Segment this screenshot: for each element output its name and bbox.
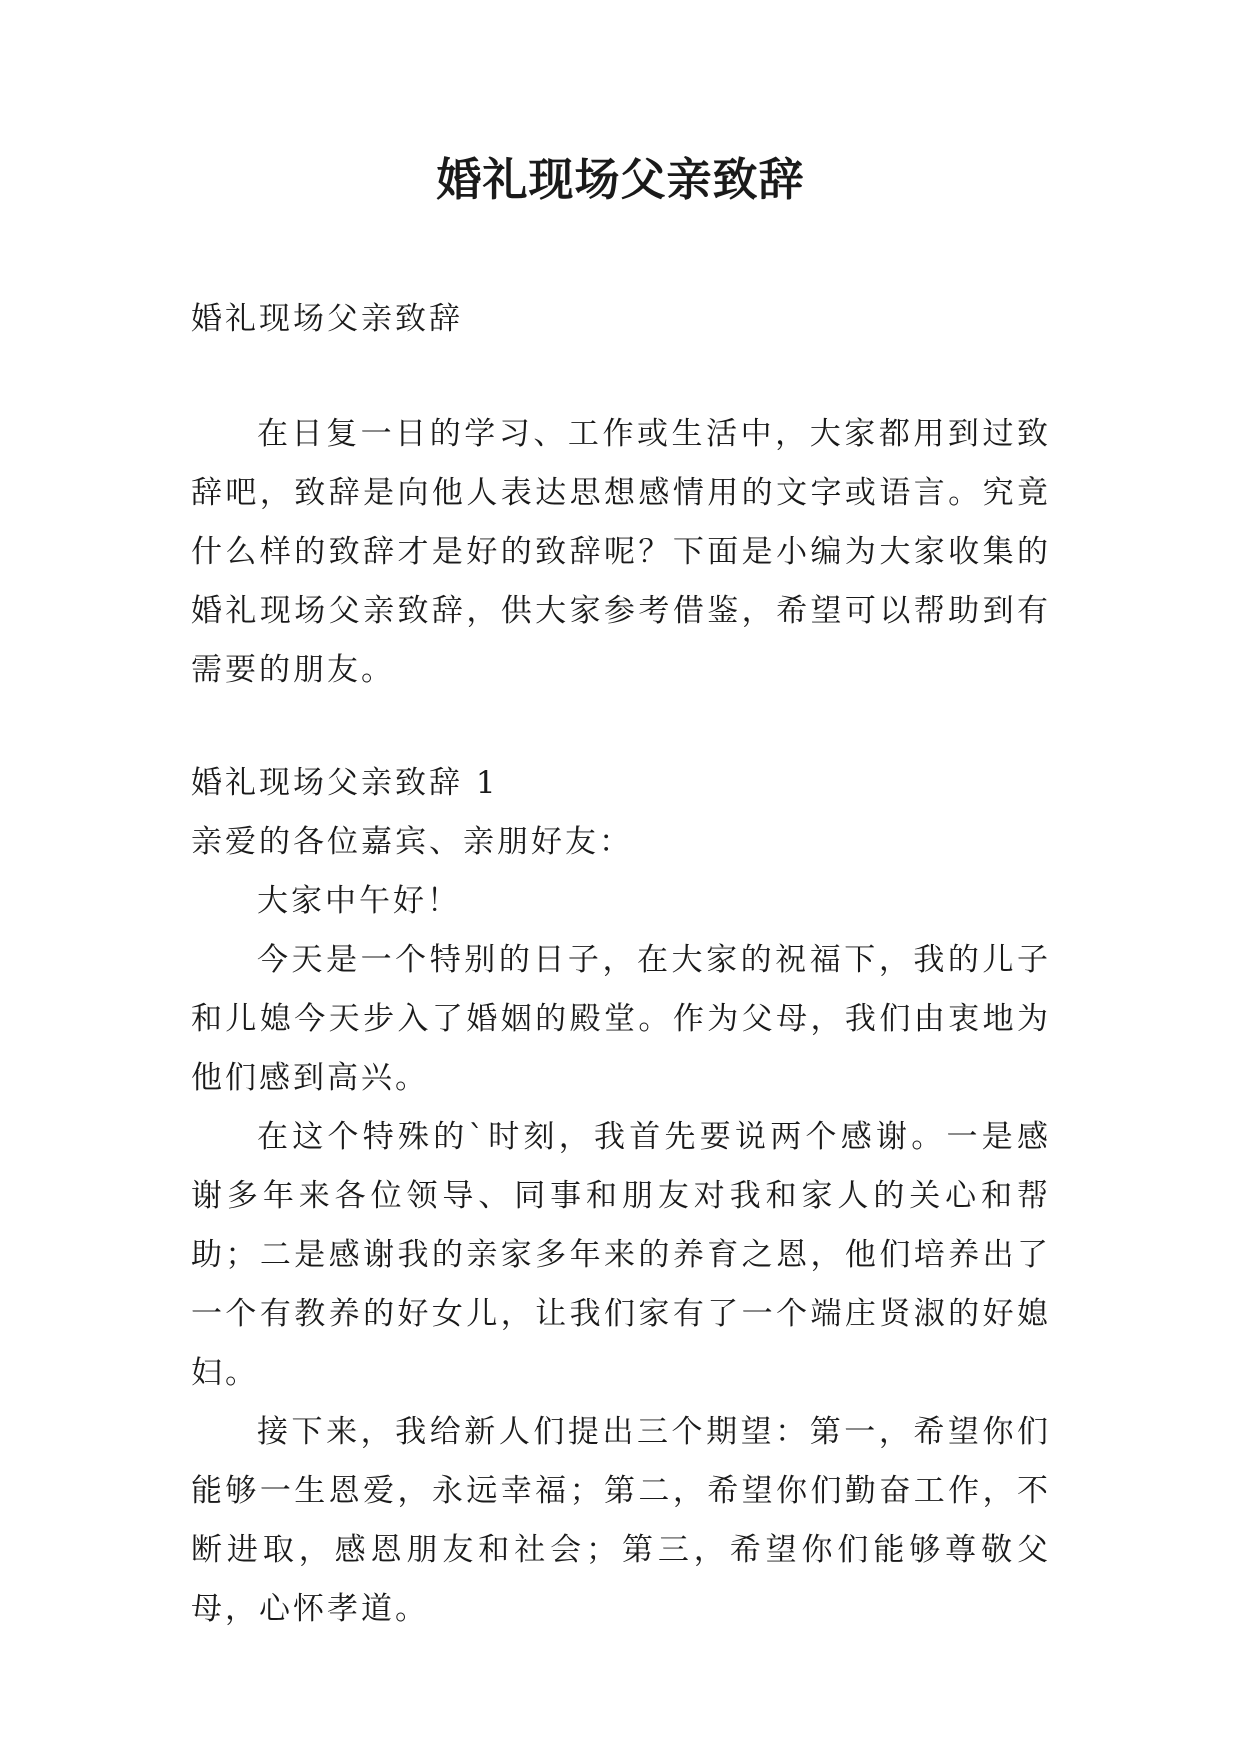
intro-paragraph: 在日复一日的学习、工作或生活中，大家都用到过致辞吧，致辞是向他人表达思想感情用的文字或语言。究竟什么样的致辞才是好的致辞呢？下面是小编为大家收集的婚礼现场父亲致辞，供大家参考借鉴，希望可以帮助到有需要的朋友。 — [191, 416, 1051, 688]
greeting: 大家中午好！ — [257, 883, 461, 919]
salutation: 亲爱的各位嘉宾、亲朋好友： — [191, 824, 633, 860]
body-paragraph: 在这个特殊的`时刻，我首先要说两个感谢。一是感谢多年来各位领导、同事和朋友对我和家人的关心和帮助；二是感谢我的亲家多年来的养育之恩，他们培养出了一个有教养的好女儿，让我们家有了一个端庄贤淑的好媳妇。 — [191, 1119, 1051, 1391]
document-body — [191, 290, 1051, 1639]
body-paragraph: 接下来，我给新人们提出三个期望：第一，希望你们能够一生恩爱，永远幸福；第二，希望你们勤奋工作，不断进取，感恩朋友和社会；第三，希望你们能够尊敬父母，心怀孝道。 — [191, 1414, 1051, 1627]
document-subtitle: 婚礼现场父亲致辞 — [191, 301, 463, 337]
document-title: 婚礼现场父亲致辞 — [436, 153, 805, 206]
body-paragraph: 今天是一个特别的日子，在大家的祝福下，我的儿子和儿媳今天步入了婚姻的殿堂。作为父母，我们由衷地为他们感到高兴。 — [191, 942, 1051, 1096]
section-heading: 婚礼现场父亲致辞 1 — [191, 765, 499, 801]
